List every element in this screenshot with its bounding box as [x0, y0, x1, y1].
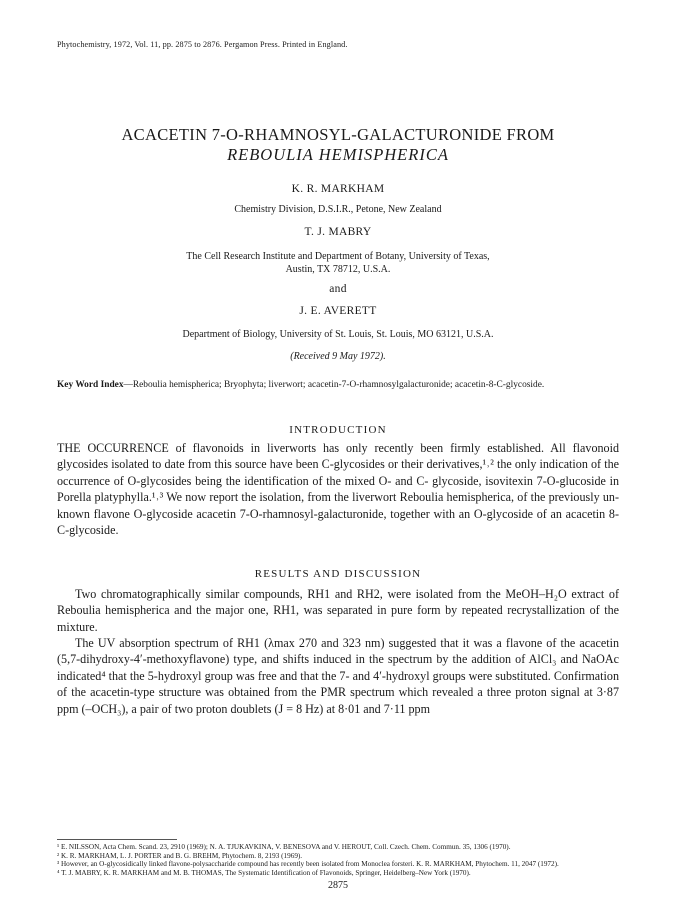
journal-citation: Phytochemistry, 1972, Vol. 11, pp. 2875 to 2876. Pergamon Press. Printed in England. [57, 40, 348, 49]
and-separator: and [329, 283, 347, 295]
footnotes [57, 843, 619, 878]
results-paragraph-1: Two chromatographically similar compounds, RH1 and RH2, were isolated from the MeOH–H₂O extract of Reboulia hemispherica and the major one, RH1, was separated in pure form by repeated recrystallization of the mixture. [57, 587, 619, 634]
title-line-1: ACACETIN 7-O-RHAMNOSYL-GALACTURONIDE FROM [121, 125, 555, 144]
footnote-4: ⁴ T. J. MABRY, K. R. MARKHAM and M. B. THOMAS, The Systematic Identification of Flavonoids, Springer, Heidelberg–New York (1970). [57, 868, 471, 877]
affiliation-3: Department of Biology, University of St. Louis, St. Louis, MO 63121, U.S.A. [182, 329, 494, 340]
author-2: T. J. MABRY [304, 226, 372, 238]
results-heading: RESULTS AND DISCUSSION [254, 568, 422, 580]
author-1: K. R. MARKHAM [291, 183, 385, 195]
footnote-3: ³ However, an O-glycosidically linked flavone-polysaccharide compound has recently been isolated from Monoclea forsteri. K. R. MARKHAM, Phytochem. 11, 2047 (1972). [57, 860, 559, 869]
title-line-2: REBOULIA HEMISPHERICA [227, 145, 449, 164]
affiliation-2-line-1: The Cell Research Institute and Department of Botany, University of Texas, [186, 251, 490, 262]
introduction-heading: INTRODUCTION [289, 424, 387, 436]
footnote-2: ² K. R. MARKHAM, L. J. PORTER and B. G. BREHM, Phytochem. 8, 2193 (1969). [57, 851, 303, 860]
author-3: J. E. AVERETT [299, 305, 377, 317]
key-word-index: Key Word Index—Reboulia hemispherica; Bryophyta; liverwort; acacetin-7-O-rhamnosylgalacturonide; acacetin-8-C-glycoside. [57, 380, 545, 390]
results-paragraph-2: The UV absorption spectrum of RH1 (λmax 270 and 323 nm) suggested that it was a flavone of the acacetin (5,7-dihydroxy-4′-methoxyflavone) type, and shifts induced in the spectrum by the addition of AlCl₃ and NaOAc indicated⁴ that the 5-hydroxyl group was free and that the 7- and 4′-hydroxyl groups were substituted. Confirmation of the acacetin-type structure was obtained from the PMR spectrum which revealed a three proton signal at 3·87 ppm (–OCH₃), a pair of two proton doublets (J = 8 Hz) at 8·01 and 7·11 ppm [57, 636, 619, 716]
introduction-paragraph: THE OCCURRENCE of flavonoids in liverworts has only recently been firmly established. All flavonoid glycosides isolated to date from this source have been C-glycosides or their derivatives,¹˒² the only indication of the occurrence of O-glycosides being the identification of the mixed O- and C- glycoside, isovitexin 7-O-glucoside in Porella platyphylla.¹˒³ We now report the isolation, from the liverwort Reboulia hemispherica, of the previously un-known flavone O-glycoside acacetin 7-O-rhamnosyl-galacturonide, together with an O-glycoside of an acacetin 8-C-glycoside. [57, 441, 619, 538]
affiliation-1: Chemistry Division, D.S.I.R., Petone, New Zealand [234, 204, 442, 215]
affiliation-2-line-2: Austin, TX 78712, U.S.A. [285, 264, 391, 275]
page-number: 2875 [328, 880, 348, 891]
keywords-text: Reboulia hemispherica; Bryophyta; liverwort; acacetin-7-O-rhamnosylgalacturonide; acacetin-8-C-glycoside. [132, 380, 545, 390]
keywords-label: Key Word Index [57, 380, 124, 390]
footnote-1: ¹ E. NILSSON, Acta Chem. Scand. 23, 2910 (1969); N. A. TJUKAVKINA, V. BENESOVA and V. HEROUT, Coll. Czech. Chem. Commun. 35, 1306 (1970). [57, 843, 511, 851]
received-date: (Received 9 May 1972). [290, 351, 386, 362]
paper-title [40, 125, 636, 165]
footnote-rule [57, 839, 177, 840]
